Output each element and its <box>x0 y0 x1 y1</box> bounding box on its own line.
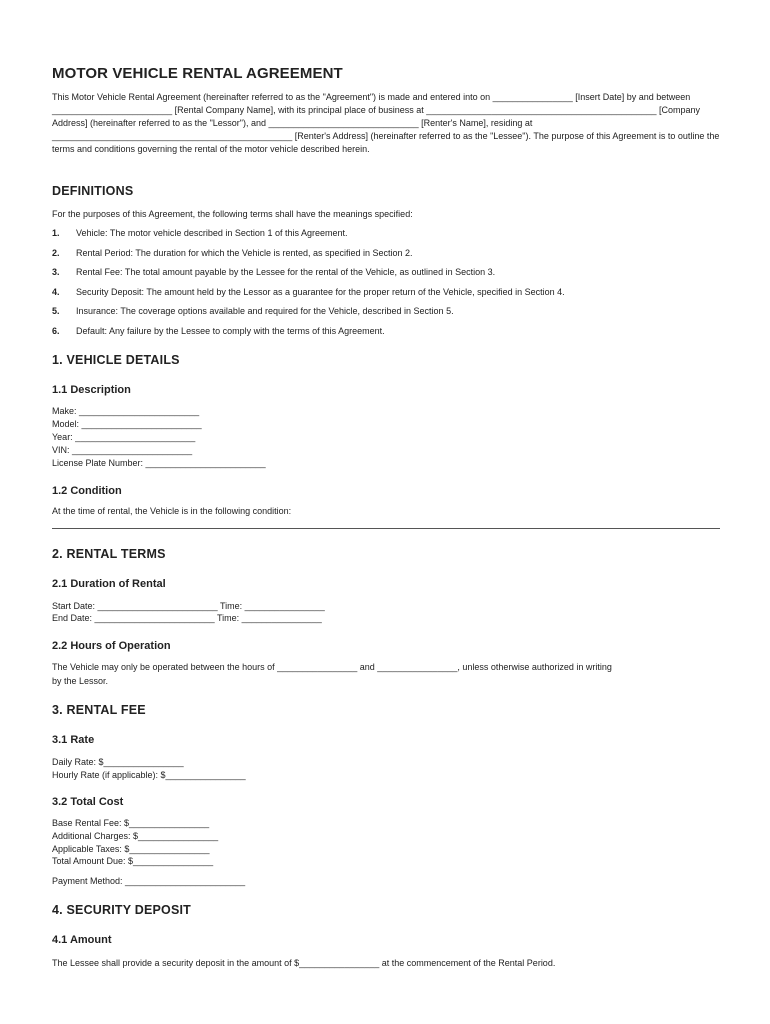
definition-number: 4. <box>52 287 60 297</box>
section-2-heading: 2. RENTAL TERMS <box>52 547 166 561</box>
definition-number: 2. <box>52 248 60 258</box>
total-due-field: Total Amount Due: $________________ <box>52 856 214 866</box>
definition-text: Default: Any failure by the Lessee to comply with the terms of this Agreement. <box>76 326 385 336</box>
taxes-field: Applicable Taxes: $________________ <box>52 844 210 854</box>
hours-text-line-1: The Vehicle may only be operated between the hours of ________________ and ________________, unless otherwise authorized in writing <box>52 662 612 672</box>
end-date-field: End Date: ________________________ Time: ________________ <box>52 613 322 623</box>
definition-number: 6. <box>52 326 60 336</box>
intro-paragraph: This Motor Vehicle Rental Agreement (hereinafter referred to as the "Agreement") is made and entered into on ________________ [Insert Date] by and between ________________________ [Rental Company Name], with its principal place of business at ______________________________________________ [Company Address] (hereinafter referred to as the "Lessor"), and ______________________________ [Renter's Name], residing at ________________________________________________ [Renter's Address] (hereinafter referred to as the "Lessee"). The purpose of this Agreement is to outline the terms and conditions governing the rental of the motor vehicle described herein. <box>52 92 720 154</box>
subsection-2-2-heading: 2.2 Hours of Operation <box>52 640 171 652</box>
subsection-1-1-heading: 1.1 Description <box>52 384 131 396</box>
definition-text: Insurance: The coverage options available and required for the Vehicle, described in Section 5. <box>76 306 454 316</box>
vin-field: VIN: ________________________ <box>52 445 193 455</box>
definitions-lead: For the purposes of this Agreement, the following terms shall have the meanings specified: <box>52 209 413 219</box>
definition-text: Vehicle: The motor vehicle described in Section 1 of this Agreement. <box>76 228 348 238</box>
subsection-3-1-heading: 3.1 Rate <box>52 734 95 746</box>
subsection-1-2-heading: 1.2 Condition <box>52 485 122 497</box>
daily-rate-field: Daily Rate: $________________ <box>52 757 184 767</box>
definitions-heading: DEFINITIONS <box>52 184 134 198</box>
payment-method-field: Payment Method: ________________________ <box>52 876 246 886</box>
definition-item <box>52 286 565 299</box>
section-3-heading: 3. RENTAL FEE <box>52 703 146 717</box>
additional-charges-field: Additional Charges: $________________ <box>52 831 219 841</box>
condition-text: At the time of rental, the Vehicle is in the following condition: <box>52 506 292 516</box>
make-field: Make: ________________________ <box>52 406 200 416</box>
definition-number: 1. <box>52 228 60 238</box>
definition-item <box>52 325 385 338</box>
definition-number: 5. <box>52 306 60 316</box>
section-1-heading: 1. VEHICLE DETAILS <box>52 353 180 367</box>
definition-text: Rental Fee: The total amount payable by the Lessee for the rental of the Vehicle, as outlined in Section 3. <box>76 267 496 277</box>
subsection-3-2-heading: 3.2 Total Cost <box>52 796 124 808</box>
subsection-2-1-heading: 2.1 Duration of Rental <box>52 578 166 590</box>
subsection-4-1-heading: 4.1 Amount <box>52 934 112 946</box>
license-plate-field: License Plate Number: ________________________ <box>52 458 266 468</box>
hourly-rate-field: Hourly Rate (if applicable): $________________ <box>52 770 246 780</box>
condition-blank-line <box>52 528 720 529</box>
definition-text: Security Deposit: The amount held by the Lessor as a guarantee for the proper return of the Vehicle, specified in Section 4. <box>76 287 565 297</box>
section-4-heading: 4. SECURITY DEPOSIT <box>52 903 192 917</box>
definition-text: Rental Period: The duration for which the Vehicle is rented, as specified in Section 2. <box>76 248 413 258</box>
deposit-text: The Lessee shall provide a security deposit in the amount of $________________ at the commencement of the Rental Period. <box>52 958 556 968</box>
base-fee-field: Base Rental Fee: $________________ <box>52 818 210 828</box>
definition-item <box>52 305 454 318</box>
hours-text-line-2: by the Lessor. <box>52 676 109 686</box>
start-date-field: Start Date: ________________________ Time: ________________ <box>52 601 325 611</box>
model-field: Model: ________________________ <box>52 419 202 429</box>
definition-item <box>52 266 495 279</box>
definition-item <box>52 227 348 240</box>
document-title: MOTOR VEHICLE RENTAL AGREEMENT <box>52 65 343 82</box>
definition-item <box>52 247 413 260</box>
year-field: Year: ________________________ <box>52 432 196 442</box>
definition-number: 3. <box>52 267 60 277</box>
